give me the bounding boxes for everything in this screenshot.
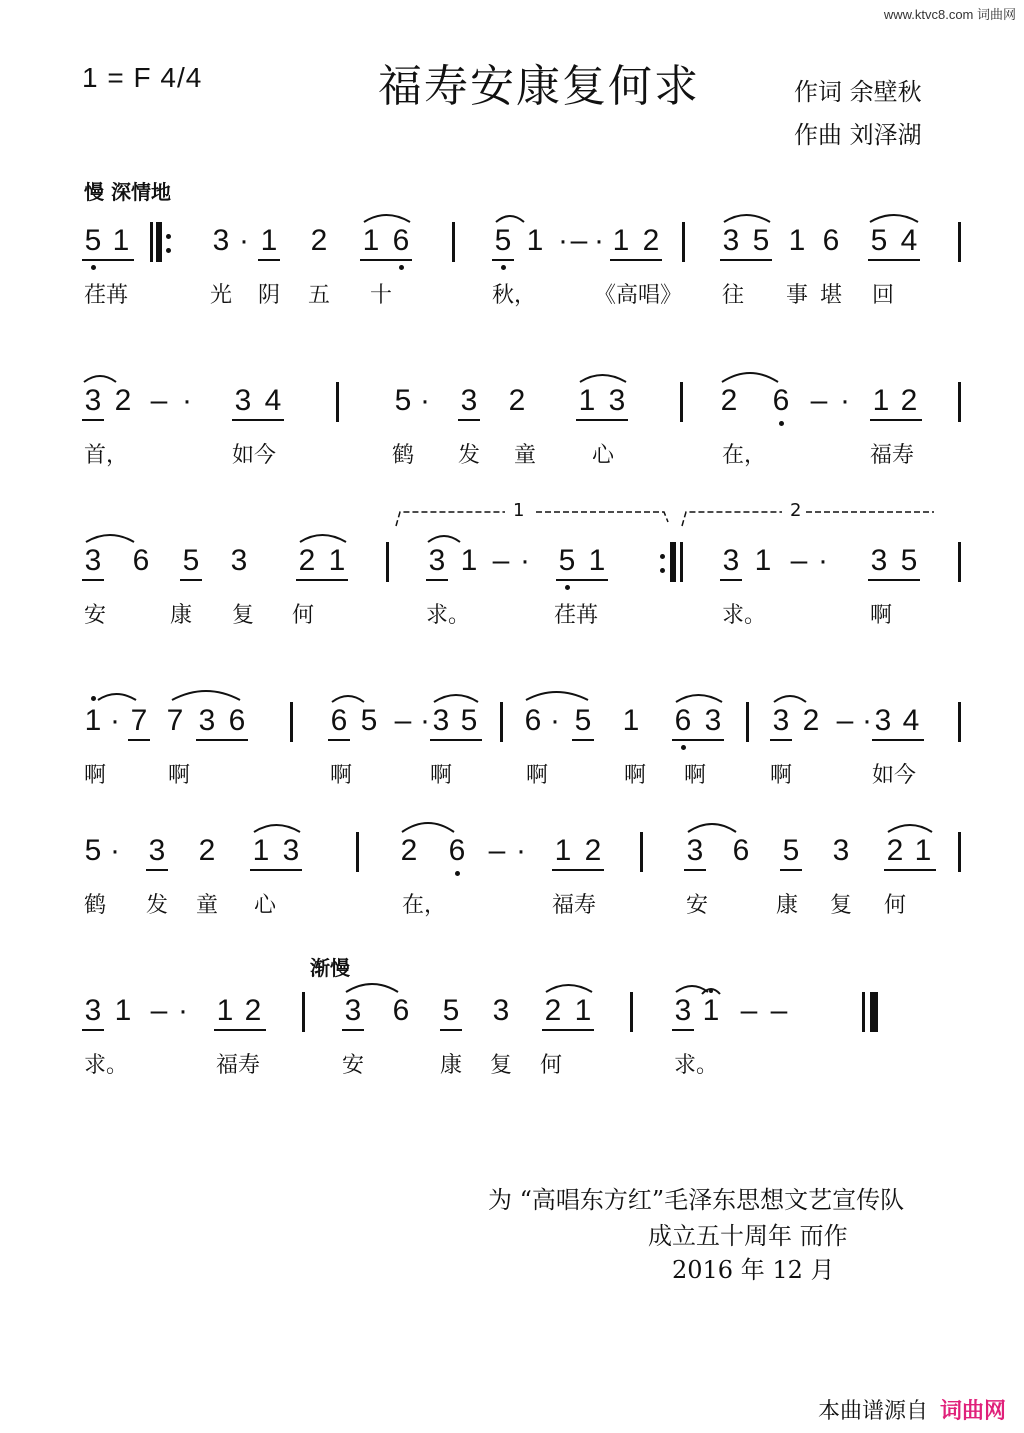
lyric: 心 — [592, 443, 615, 468]
note: 5 — [360, 704, 378, 737]
note: 1 — [526, 224, 544, 257]
dash: – — [488, 834, 506, 867]
note: 5 — [182, 544, 200, 577]
lyric: 事 — [786, 283, 809, 308]
note: 3 — [282, 834, 300, 867]
note: 1 — [754, 544, 772, 577]
note: 5 — [494, 224, 512, 257]
note: 2 — [508, 384, 526, 417]
lyric: 福寿 — [216, 1053, 261, 1078]
note: 6 — [822, 224, 840, 257]
slur-marks — [0, 372, 1024, 432]
note: 1 — [252, 834, 270, 867]
note: 5 — [900, 544, 918, 577]
note: 1 — [574, 994, 592, 1027]
note: 3 — [608, 384, 626, 417]
lyric: 发 — [458, 443, 481, 468]
notation-line — [0, 822, 1024, 882]
dash: – — [570, 224, 588, 257]
lyric: 啊 — [84, 763, 107, 788]
dot: · — [840, 384, 850, 417]
note: 7 — [130, 704, 148, 737]
note: 3 — [428, 544, 446, 577]
note: 4 — [264, 384, 282, 417]
lyric: 何 — [884, 893, 907, 918]
note: 6 — [524, 704, 542, 737]
note: 3 — [460, 384, 478, 417]
slur-marks — [0, 212, 1024, 272]
lyric: 在， — [722, 443, 767, 468]
note: 2 — [310, 224, 328, 257]
note: 1 — [112, 224, 130, 257]
note: 1 — [84, 704, 102, 737]
lyric: 《高唱》 — [594, 283, 683, 308]
note: 1 — [578, 384, 596, 417]
note: 2 — [802, 704, 820, 737]
lyric: 如今 — [872, 763, 917, 788]
note: 1 — [328, 544, 346, 577]
lyric: 阴 — [258, 283, 281, 308]
note: 3 — [212, 224, 230, 257]
lyric: 往 — [722, 283, 745, 308]
dot: · — [110, 834, 120, 867]
note: 6 — [732, 834, 750, 867]
note: 3 — [722, 224, 740, 257]
dot: · — [594, 224, 604, 257]
lyric: 啊 — [770, 763, 793, 788]
dot: · — [110, 704, 120, 737]
note: 3 — [148, 834, 166, 867]
dedication-line-2: 成立五十周年 而作 — [648, 1222, 848, 1250]
lyric: 康 — [776, 893, 799, 918]
notation-line — [0, 372, 1024, 432]
lyric: 啊 — [684, 763, 707, 788]
dash: – — [790, 544, 808, 577]
note: 4 — [902, 704, 920, 737]
lyric: 求。 — [84, 1053, 129, 1078]
note: 6 — [330, 704, 348, 737]
lyric: 求。 — [426, 603, 471, 628]
note: 1 — [260, 224, 278, 257]
lyric: 在， — [402, 893, 447, 918]
dot: · — [182, 384, 192, 417]
dash: – — [836, 704, 854, 737]
note: 1 — [114, 994, 132, 1027]
lyric: 首， — [84, 443, 129, 468]
lyric: 童 — [514, 443, 537, 468]
note: 6 — [392, 994, 410, 1027]
lyric: 荏苒 — [84, 283, 129, 308]
note: 2 — [298, 544, 316, 577]
composer-credit: 作曲 刘泽湖 — [794, 121, 922, 149]
lyric: 五 — [308, 283, 331, 308]
lyric: 复 — [490, 1053, 513, 1078]
note: 3 — [674, 994, 692, 1027]
note: 3 — [492, 994, 510, 1027]
key-signature: 1 = F 4/4 — [82, 62, 203, 93]
note: 3 — [870, 544, 888, 577]
lyric: 鹤 — [84, 893, 107, 918]
lyric: 求。 — [722, 603, 767, 628]
lyric: 福寿 — [870, 443, 915, 468]
dash: – — [740, 994, 758, 1027]
lyric: 回 — [872, 283, 895, 308]
dot: · — [420, 704, 430, 737]
note: 3 — [84, 994, 102, 1027]
note: 4 — [900, 224, 918, 257]
note: 5 — [84, 224, 102, 257]
lyric: 发 — [146, 893, 169, 918]
lyric: 童 — [196, 893, 219, 918]
lyric: 如今 — [232, 443, 277, 468]
dot: · — [516, 834, 526, 867]
dash: – — [150, 384, 168, 417]
dot: · — [420, 384, 430, 417]
dot: · — [818, 544, 828, 577]
note: 6 — [448, 834, 466, 867]
note: 5 — [782, 834, 800, 867]
lyric: 啊 — [330, 763, 353, 788]
note: 6 — [132, 544, 150, 577]
note: 2 — [198, 834, 216, 867]
dot: · — [862, 704, 872, 737]
dash: · — [558, 224, 568, 257]
lyric: 堪 — [820, 283, 843, 308]
dash: – — [810, 384, 828, 417]
dedication-line-1: 为 “高唱东方红”毛泽东思想文艺宣传队 — [488, 1186, 905, 1214]
lyric: 啊 — [624, 763, 647, 788]
notation-line — [0, 532, 1024, 592]
note: 5 — [870, 224, 888, 257]
notation-line — [0, 212, 1024, 272]
note: 1 — [612, 224, 630, 257]
dash: – — [394, 704, 412, 737]
volta-2-label: 2 — [790, 500, 802, 521]
note: 5 — [558, 544, 576, 577]
note: 1 — [702, 994, 720, 1027]
note: 1 — [460, 544, 478, 577]
volta-1-label: 1 — [513, 500, 525, 521]
note: 1 — [362, 224, 380, 257]
note: 3 — [772, 704, 790, 737]
note: 1 — [914, 834, 932, 867]
lyric: 啊 — [526, 763, 549, 788]
note: 1 — [588, 544, 606, 577]
note: 3 — [84, 544, 102, 577]
slur-marks — [0, 982, 1024, 1042]
note: 1 — [554, 834, 572, 867]
source-label: 本曲谱源自 — [817, 1399, 928, 1424]
lyric: 复 — [830, 893, 853, 918]
dot: · — [520, 544, 530, 577]
lyric: 秋， — [492, 283, 537, 308]
source-brand-link[interactable]: 词曲网 — [939, 1399, 1006, 1424]
dot: · — [178, 994, 188, 1027]
note: 2 — [642, 224, 660, 257]
note: 5 — [442, 994, 460, 1027]
note: 2 — [400, 834, 418, 867]
note: 5 — [752, 224, 770, 257]
note: 2 — [544, 994, 562, 1027]
note: 5 — [394, 384, 412, 417]
dot: · — [550, 704, 560, 737]
note: 1 — [216, 994, 234, 1027]
lyric: 何 — [540, 1053, 563, 1078]
note: 2 — [584, 834, 602, 867]
lyric: 福寿 — [552, 893, 597, 918]
note: 2 — [720, 384, 738, 417]
lyric: 啊 — [870, 603, 893, 628]
tempo-mark: 慢 深情地 — [84, 180, 171, 204]
lyric: 康 — [170, 603, 193, 628]
lyric: 荏苒 — [554, 603, 599, 628]
note: 1 — [622, 704, 640, 737]
note: 6 — [228, 704, 246, 737]
note: 1 — [788, 224, 806, 257]
note: 2 — [886, 834, 904, 867]
note: 6 — [674, 704, 692, 737]
note: 6 — [392, 224, 410, 257]
note: 3 — [344, 994, 362, 1027]
note: 3 — [704, 704, 722, 737]
note: 5 — [84, 834, 102, 867]
dash: – — [770, 994, 788, 1027]
lyric: 心 — [254, 893, 277, 918]
note: 3 — [874, 704, 892, 737]
lyric: 康 — [440, 1053, 463, 1078]
lyric: 十 — [370, 283, 393, 308]
note: 1 — [872, 384, 890, 417]
note: 3 — [234, 384, 252, 417]
note: 2 — [900, 384, 918, 417]
lyric: 啊 — [430, 763, 453, 788]
note: 2 — [244, 994, 262, 1027]
lyric: 鹤 — [392, 443, 415, 468]
lyric: 复 — [232, 603, 255, 628]
dot: · — [239, 224, 249, 257]
slur-marks — [0, 822, 1024, 882]
lyric: 啊 — [168, 763, 191, 788]
note: 3 — [198, 704, 216, 737]
note: 3 — [84, 384, 102, 417]
site-watermark: www.ktvc8.com 词曲网 — [883, 7, 1016, 22]
lyric: 何 — [292, 603, 315, 628]
dash: – — [492, 544, 510, 577]
note: 3 — [432, 704, 450, 737]
slur-marks — [0, 692, 1024, 752]
note: 3 — [832, 834, 850, 867]
volta-brackets — [0, 500, 1024, 530]
song-title: 福寿安康复何求 — [378, 61, 700, 112]
dedication-date: 2016 年 12 月 — [672, 1256, 835, 1284]
note: 5 — [460, 704, 478, 737]
lyric: 光 — [210, 283, 233, 308]
slur-marks — [0, 532, 1024, 592]
note: 5 — [574, 704, 592, 737]
lyric: 安 — [686, 893, 709, 918]
lyric: 安 — [342, 1053, 365, 1078]
lyric: 求。 — [674, 1053, 719, 1078]
tempo-rit: 渐慢 — [310, 956, 350, 980]
fermata-dot — [709, 989, 713, 993]
note: 3 — [722, 544, 740, 577]
notation-line — [0, 982, 1024, 1042]
note: 7 — [166, 704, 184, 737]
source-credit — [818, 1394, 1006, 1425]
lyric: 安 — [84, 603, 107, 628]
note: 3 — [230, 544, 248, 577]
lyricist-credit: 作词 余壁秋 — [794, 78, 922, 106]
note: 2 — [114, 384, 132, 417]
notation-line — [0, 692, 1024, 752]
dash: – — [150, 994, 168, 1027]
note: 6 — [772, 384, 790, 417]
note: 3 — [686, 834, 704, 867]
